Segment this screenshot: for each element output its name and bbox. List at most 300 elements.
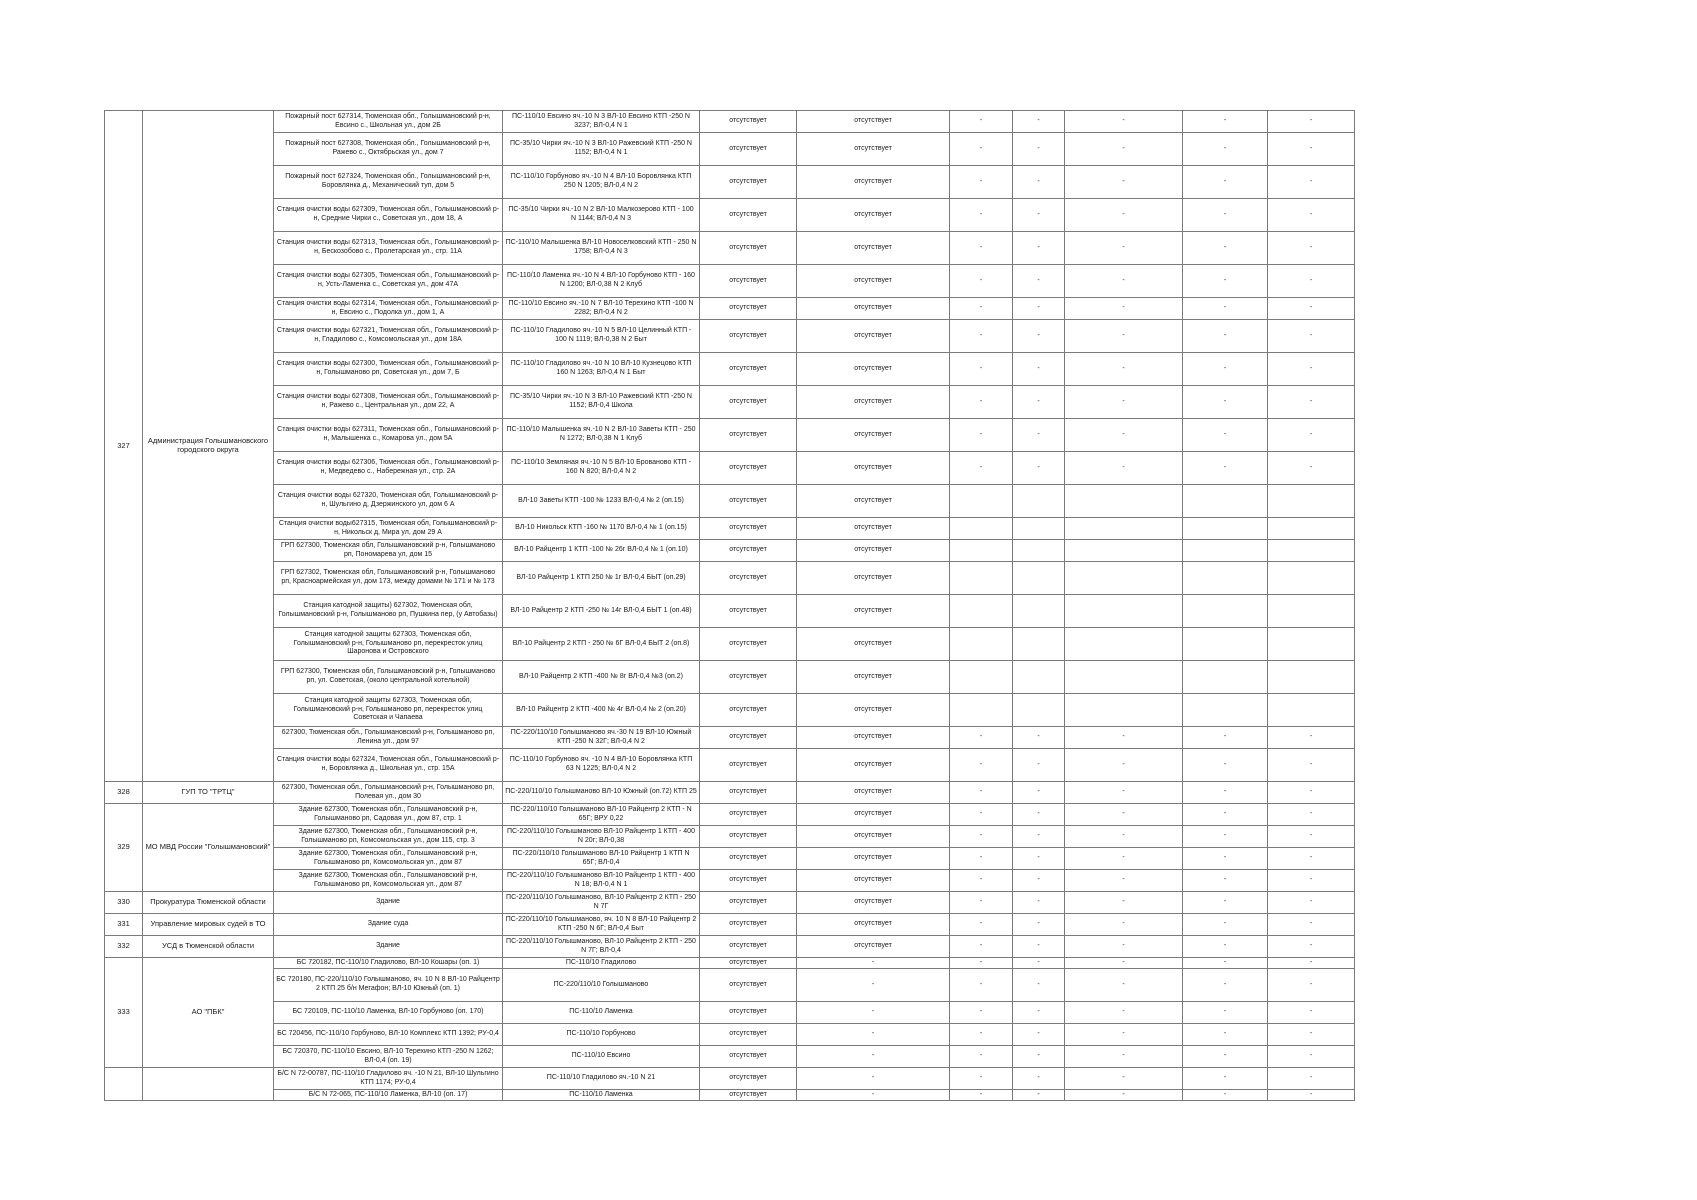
object-address-cell: Станция очистки воды 627308, Тюменская обл., Голышмановский р-н, Ражево с., Центральная ул., дом 22, А xyxy=(274,386,503,419)
value-cell: - xyxy=(950,749,1013,782)
value-cell xyxy=(1013,661,1065,694)
object-address-cell: ГРП 627300, Тюменская обл, Голышмановский р-н, Голышманово рп, ул. Советская, (около центральной котельной) xyxy=(274,661,503,694)
value-cell: - xyxy=(1065,320,1183,353)
table-row xyxy=(105,1002,1355,1024)
value-cell: - xyxy=(1013,936,1065,958)
value-cell xyxy=(1013,485,1065,518)
status-b-cell: отсутствует xyxy=(797,320,950,353)
status-a-cell: отсутствует xyxy=(700,386,797,419)
value-cell: - xyxy=(950,848,1013,870)
value-cell: - xyxy=(950,265,1013,298)
table-row xyxy=(105,782,1355,804)
status-a-cell: отсутствует xyxy=(700,870,797,892)
value-cell: - xyxy=(1268,782,1355,804)
value-cell xyxy=(950,518,1013,540)
feed-line-cell: ПС-110/10 Евсино яч.-10 N 3 ВЛ-10 Евсино КТП -250 N 3237; ВЛ-0,4 N 1 xyxy=(503,111,700,133)
feed-line-cell: ПС-220/110/10 Голышманово ВЛ-10 Райцентр 1 КТП - 400 N 20г; ВЛ-0,38 xyxy=(503,826,700,848)
value-cell: - xyxy=(1183,1090,1268,1101)
value-cell: - xyxy=(1268,353,1355,386)
value-cell: - xyxy=(1065,298,1183,320)
status-b-cell: отсутствует xyxy=(797,133,950,166)
status-a-cell: отсутствует xyxy=(700,353,797,386)
status-b-cell: отсутствует xyxy=(797,936,950,958)
status-b-cell: отсутствует xyxy=(797,848,950,870)
value-cell: - xyxy=(1013,386,1065,419)
feed-line-cell: ПС-110/10 Горбуново яч.-10 N 4 ВЛ-10 Боровлянка КТП 250 N 1205; ВЛ-0,4 N 2 xyxy=(503,166,700,199)
value-cell: - xyxy=(1268,1068,1355,1090)
value-cell: - xyxy=(1183,265,1268,298)
feed-line-cell: ВЛ-10 Райцентр 1 КТП -100 № 26г ВЛ-0,4 № 1 (оп.10) xyxy=(503,540,700,562)
value-cell: - xyxy=(1065,914,1183,936)
object-address-cell: Станция очистки воды 627306, Тюменская обл., Голышмановский р-н, Медведево с., Набережная ул., стр. 2А xyxy=(274,452,503,485)
value-cell: - xyxy=(1268,969,1355,1002)
object-address-cell: Пожарный пост 627314, Тюменская обл., Голышмановский р-н, Евсино с., Школьная ул., дом 2Б xyxy=(274,111,503,133)
status-b-cell: отсутствует xyxy=(797,166,950,199)
table-row xyxy=(105,936,1355,958)
value-cell: - xyxy=(1268,1024,1355,1046)
value-cell: - xyxy=(1013,452,1065,485)
object-address-cell: Станция очистки воды 627324, Тюменская обл., Голышмановский р-н, Боровлянка д., Школьная ул., стр. 15А xyxy=(274,749,503,782)
status-b-cell: - xyxy=(797,1068,950,1090)
status-a-cell: отсутствует xyxy=(700,848,797,870)
status-b-cell: отсутствует xyxy=(797,661,950,694)
value-cell: - xyxy=(950,1068,1013,1090)
value-cell xyxy=(1065,595,1183,628)
table-row xyxy=(105,826,1355,848)
feed-line-cell: ВЛ-10 Райцентр 2 КТП -250 № 14г ВЛ-0,4 БЫТ 1 (оп.48) xyxy=(503,595,700,628)
value-cell: - xyxy=(1268,1046,1355,1068)
table-row xyxy=(105,199,1355,232)
object-address-cell: Станция очистки воды 627305, Тюменская обл., Голышмановский р-н, Усть-Ламенка с., Советская ул., дом 47А xyxy=(274,265,503,298)
status-b-cell: отсутствует xyxy=(797,870,950,892)
value-cell: - xyxy=(1268,870,1355,892)
value-cell: - xyxy=(1183,969,1268,1002)
object-address-cell: БС 720456, ПС-110/10 Горбуново, ВЛ-10 Комплекс КТП 1392; РУ-0,4 xyxy=(274,1024,503,1046)
object-address-cell: Здание 627300, Тюменская обл., Голышмановский р-н, Голышманово рп, Комсомольская ул., дом 87 xyxy=(274,870,503,892)
status-a-cell: отсутствует xyxy=(700,958,797,969)
row-number-cell xyxy=(105,1068,143,1101)
value-cell: - xyxy=(1065,199,1183,232)
table-row xyxy=(105,628,1355,661)
value-cell: - xyxy=(1065,111,1183,133)
value-cell: - xyxy=(1013,353,1065,386)
feed-line-cell: ПС-110/10 Ламенка xyxy=(503,1002,700,1024)
feed-line-cell: ПС-35/10 Чирки яч.-10 N 3 ВЛ-10 Ражевский КТП -250 N 1152; ВЛ-0,4 Школа xyxy=(503,386,700,419)
status-b-cell: отсутствует xyxy=(797,727,950,749)
value-cell: - xyxy=(1183,353,1268,386)
value-cell xyxy=(1268,540,1355,562)
table-row xyxy=(105,386,1355,419)
value-cell: - xyxy=(1013,1024,1065,1046)
table-row xyxy=(105,661,1355,694)
value-cell: - xyxy=(1183,1002,1268,1024)
value-cell: - xyxy=(950,298,1013,320)
status-a-cell: отсутствует xyxy=(700,133,797,166)
status-b-cell: отсутствует xyxy=(797,298,950,320)
value-cell: - xyxy=(1065,749,1183,782)
value-cell: - xyxy=(1013,969,1065,1002)
value-cell: - xyxy=(950,1090,1013,1101)
organization-cell: Управление мировых судей в ТО xyxy=(143,914,274,936)
value-cell: - xyxy=(1013,1002,1065,1024)
value-cell: - xyxy=(1065,826,1183,848)
row-number-cell: 329 xyxy=(105,804,143,892)
feed-line-cell: ПС-220/110/10 Голышманово ВЛ-10 Райцентр 2 КТП - N 65Г; ВРУ 0,22 xyxy=(503,804,700,826)
status-a-cell: отсутствует xyxy=(700,727,797,749)
value-cell: - xyxy=(1268,804,1355,826)
value-cell: - xyxy=(1065,958,1183,969)
object-address-cell: ГРП 627302, Тюменская обл, Голышмановский р-н, Голышманово рп, Красноармейская ул, дом 173, между домами № 171 и № 173 xyxy=(274,562,503,595)
value-cell: - xyxy=(1183,452,1268,485)
table-row xyxy=(105,419,1355,452)
value-cell xyxy=(1268,661,1355,694)
value-cell: - xyxy=(950,1046,1013,1068)
row-number-cell: 330 xyxy=(105,892,143,914)
table-row xyxy=(105,518,1355,540)
table-row xyxy=(105,958,1355,969)
value-cell xyxy=(1268,518,1355,540)
object-address-cell: Станция очистки воды 627314, Тюменская обл., Голышмановский р-н, Евсино с., Подолка ул., дом 1, А xyxy=(274,298,503,320)
value-cell xyxy=(950,562,1013,595)
value-cell xyxy=(950,595,1013,628)
status-b-cell: - xyxy=(797,969,950,1002)
status-b-cell: отсутствует xyxy=(797,232,950,265)
value-cell: - xyxy=(1183,804,1268,826)
value-cell: - xyxy=(1183,936,1268,958)
status-a-cell: отсутствует xyxy=(700,232,797,265)
value-cell: - xyxy=(1013,958,1065,969)
value-cell: - xyxy=(1013,419,1065,452)
feed-line-cell: ПС-110/10 Ламенка яч.-10 N 4 ВЛ-10 Горбуново КТП - 160 N 1200; ВЛ-0,38 N 2 Клуб xyxy=(503,265,700,298)
object-address-cell: БС 720109, ПС-110/10 Ламенка, ВЛ-10 Горбуново (оп. 170) xyxy=(274,1002,503,1024)
status-b-cell: отсутствует xyxy=(797,628,950,661)
status-a-cell: отсутствует xyxy=(700,298,797,320)
status-b-cell: отсутствует xyxy=(797,111,950,133)
status-a-cell: отсутствует xyxy=(700,749,797,782)
table-row xyxy=(105,133,1355,166)
table-row xyxy=(105,111,1355,133)
value-cell: - xyxy=(950,727,1013,749)
value-cell: - xyxy=(1183,870,1268,892)
value-cell: - xyxy=(1065,727,1183,749)
status-b-cell: отсутствует xyxy=(797,452,950,485)
value-cell xyxy=(1268,562,1355,595)
value-cell xyxy=(1065,540,1183,562)
value-cell xyxy=(1268,694,1355,727)
object-address-cell: Пожарный пост 627324, Тюменская обл., Голышмановский р-н, Боровлянка д., Механический туп, дом 5 xyxy=(274,166,503,199)
value-cell xyxy=(1183,661,1268,694)
row-number-cell: 333 xyxy=(105,958,143,1068)
organization-cell: Администрация Голышмановского городского округа xyxy=(143,111,274,782)
object-address-cell: Станция очистки воды 627321, Тюменская обл., Голышмановский р-н, Гладилово с., Комсомольская ул., дом 18А xyxy=(274,320,503,353)
feed-line-cell: ВЛ-10 Райцентр 2 КТП -400 № 8г ВЛ-0,4 №3 (оп.2) xyxy=(503,661,700,694)
object-address-cell: 627300, Тюменская обл., Голышмановский р-н, Голышманово рп, Ленина ул., дом 97 xyxy=(274,727,503,749)
value-cell: - xyxy=(1013,199,1065,232)
feed-line-cell: ПС-110/10 Евсино xyxy=(503,1046,700,1068)
value-cell: - xyxy=(1065,419,1183,452)
value-cell: - xyxy=(1183,232,1268,265)
value-cell: - xyxy=(1183,166,1268,199)
feed-line-cell: ВЛ-10 Райцентр 1 КТП 250 № 1г ВЛ-0,4 БЫТ (оп.29) xyxy=(503,562,700,595)
value-cell: - xyxy=(950,320,1013,353)
value-cell: - xyxy=(1013,1068,1065,1090)
value-cell xyxy=(950,661,1013,694)
value-cell: - xyxy=(1013,870,1065,892)
status-b-cell: отсутствует xyxy=(797,518,950,540)
value-cell: - xyxy=(1065,1046,1183,1068)
value-cell: - xyxy=(1065,804,1183,826)
value-cell: - xyxy=(950,232,1013,265)
object-address-cell: Станция катодной защиты) 627302, Тюменская обл, Голышмановский р-н, Голышманово рп, Пушкина пер, (у Автобазы) xyxy=(274,595,503,628)
status-a-cell: отсутствует xyxy=(700,1090,797,1101)
value-cell: - xyxy=(950,386,1013,419)
status-a-cell: отсутствует xyxy=(700,562,797,595)
feed-line-cell: ВЛ-10 Никольск КТП -160 № 1170 ВЛ-0,4 № 1 (оп.15) xyxy=(503,518,700,540)
feed-line-cell: ПС-110/10 Гладилово яч.-10 N 10 ВЛ-10 Кузнецово КТП 160 N 1263; ВЛ-0,4 N 1 Быт xyxy=(503,353,700,386)
value-cell xyxy=(1065,628,1183,661)
value-cell: - xyxy=(1268,936,1355,958)
value-cell: - xyxy=(1065,133,1183,166)
status-a-cell: отсутствует xyxy=(700,892,797,914)
status-b-cell: отсутствует xyxy=(797,892,950,914)
status-b-cell: - xyxy=(797,1046,950,1068)
value-cell: - xyxy=(950,969,1013,1002)
status-b-cell: отсутствует xyxy=(797,199,950,232)
value-cell: - xyxy=(1268,848,1355,870)
table-row xyxy=(105,727,1355,749)
value-cell: - xyxy=(950,958,1013,969)
value-cell xyxy=(1065,562,1183,595)
value-cell: - xyxy=(1065,1024,1183,1046)
feed-line-cell: ПС-220/110/10 Голышманово ВЛ-10 Южный (оп.72) КТП 25 xyxy=(503,782,700,804)
object-address-cell: Здание xyxy=(274,892,503,914)
value-cell: - xyxy=(1065,870,1183,892)
feed-line-cell: ПС-110/10 Евсино яч.-10 N 7 ВЛ-10 Терехино КТП -100 N 2282; ВЛ-0,4 N 2 xyxy=(503,298,700,320)
object-address-cell: БС 720180, ПС-220/110/10 Голышманово, яч. 10 N 8 ВЛ-10 Райцентр 2 КТП 25 б/н Мегафон; ВЛ-10 Южный (оп. 1) xyxy=(274,969,503,1002)
table-row xyxy=(105,870,1355,892)
value-cell xyxy=(950,540,1013,562)
status-a-cell: отсутствует xyxy=(700,628,797,661)
value-cell: - xyxy=(1268,265,1355,298)
value-cell: - xyxy=(1065,1002,1183,1024)
status-b-cell: отсутствует xyxy=(797,804,950,826)
value-cell: - xyxy=(1065,353,1183,386)
value-cell: - xyxy=(1013,892,1065,914)
value-cell: - xyxy=(1183,848,1268,870)
object-address-cell: БС 720182, ПС-110/10 Гладилово, ВЛ-10 Кошары (оп. 1) xyxy=(274,958,503,969)
status-a-cell: отсутствует xyxy=(700,166,797,199)
status-b-cell: отсутствует xyxy=(797,749,950,782)
data-table xyxy=(104,110,1355,1101)
object-address-cell: Станция катодной защиты 627303, Тюменская обл, Голышмановский р-н, Голышманово рп, перекресток улиц Советская и Чапаева xyxy=(274,694,503,727)
value-cell: - xyxy=(1268,111,1355,133)
object-address-cell: Б/С N 72-065, ПС-110/10 Ламенка, ВЛ-10 (оп. 17) xyxy=(274,1090,503,1101)
value-cell: - xyxy=(1065,782,1183,804)
table-row xyxy=(105,969,1355,1002)
status-a-cell: отсутствует xyxy=(700,1002,797,1024)
value-cell xyxy=(1065,694,1183,727)
value-cell xyxy=(1183,518,1268,540)
value-cell: - xyxy=(950,353,1013,386)
status-a-cell: отсутствует xyxy=(700,936,797,958)
row-number-cell: 327 xyxy=(105,111,143,782)
value-cell xyxy=(950,628,1013,661)
value-cell: - xyxy=(1183,111,1268,133)
value-cell: - xyxy=(1183,958,1268,969)
status-b-cell: отсутствует xyxy=(797,265,950,298)
value-cell: - xyxy=(950,419,1013,452)
row-number-cell: 332 xyxy=(105,936,143,958)
value-cell: - xyxy=(950,133,1013,166)
status-b-cell: отсутствует xyxy=(797,419,950,452)
table-row xyxy=(105,298,1355,320)
table-row xyxy=(105,749,1355,782)
value-cell: - xyxy=(950,166,1013,199)
value-cell: - xyxy=(1183,1046,1268,1068)
status-b-cell: отсутствует xyxy=(797,914,950,936)
value-cell: - xyxy=(1013,826,1065,848)
value-cell: - xyxy=(1268,199,1355,232)
value-cell xyxy=(1013,540,1065,562)
feed-line-cell: ПС-110/10 Горбуново яч. -10 N 4 ВЛ-10 Боровлянка КТП 63 N 1225; ВЛ-0,4 N 2 xyxy=(503,749,700,782)
value-cell: - xyxy=(1013,804,1065,826)
status-a-cell: отсутствует xyxy=(700,1024,797,1046)
object-address-cell: Станция очистки воды 627313, Тюменская обл., Голышмановский р-н, Бескозобово с., Пролетарская ул., стр. 11А xyxy=(274,232,503,265)
feed-line-cell: ПС-220/110/10 Голышманово яч.-30 N 19 ВЛ-10 Южный КТП -250 N 32Г; ВЛ-0,4 N 2 xyxy=(503,727,700,749)
value-cell: - xyxy=(1183,914,1268,936)
value-cell: - xyxy=(1268,892,1355,914)
status-a-cell: отсутствует xyxy=(700,826,797,848)
value-cell xyxy=(1013,518,1065,540)
status-a-cell: отсутствует xyxy=(700,782,797,804)
table-row xyxy=(105,485,1355,518)
organization-cell: МО МВД России "Голышмановский" xyxy=(143,804,274,892)
value-cell: - xyxy=(1013,232,1065,265)
value-cell xyxy=(1183,694,1268,727)
value-cell: - xyxy=(1183,826,1268,848)
value-cell: - xyxy=(1065,452,1183,485)
feed-line-cell: ВЛ-10 Заветы КТП -100 № 1233 ВЛ-0,4 № 2 (оп.15) xyxy=(503,485,700,518)
feed-line-cell: ПС-35/10 Чирки яч.-10 N 3 ВЛ-10 Ражевский КТП -250 N 1152; ВЛ-0,4 N 1 xyxy=(503,133,700,166)
table-row xyxy=(105,232,1355,265)
value-cell: - xyxy=(950,111,1013,133)
value-cell: - xyxy=(1183,892,1268,914)
value-cell: - xyxy=(950,914,1013,936)
feed-line-cell: ПС-220/110/10 Голышманово xyxy=(503,969,700,1002)
value-cell: - xyxy=(1013,298,1065,320)
value-cell: - xyxy=(1013,111,1065,133)
feed-line-cell: ПС-35/10 Чирки яч.-10 N 2 ВЛ-10 Малкозерово КТП - 100 N 1144; ВЛ-0,4 N 3 xyxy=(503,199,700,232)
value-cell xyxy=(950,694,1013,727)
value-cell xyxy=(1013,694,1065,727)
value-cell xyxy=(1065,518,1183,540)
value-cell: - xyxy=(1065,1068,1183,1090)
status-a-cell: отсутствует xyxy=(700,452,797,485)
value-cell xyxy=(1183,628,1268,661)
status-b-cell: отсутствует xyxy=(797,562,950,595)
feed-line-cell: ВЛ-10 Райцентр 2 КТП -400 № 4г ВЛ-0,4 № 2 (оп.20) xyxy=(503,694,700,727)
value-cell xyxy=(950,485,1013,518)
value-cell: - xyxy=(1065,232,1183,265)
status-a-cell: отсутствует xyxy=(700,595,797,628)
value-cell: - xyxy=(1268,1002,1355,1024)
status-a-cell: отсутствует xyxy=(700,1046,797,1068)
value-cell: - xyxy=(1268,386,1355,419)
value-cell: - xyxy=(950,1024,1013,1046)
table-row xyxy=(105,1046,1355,1068)
object-address-cell: Пожарный пост 627308, Тюменская обл., Голышмановский р-н, Ражево с., Октябрьская ул., дом 7 xyxy=(274,133,503,166)
row-number-cell: 328 xyxy=(105,782,143,804)
feed-line-cell: ПС-110/10 Малышенка яч.-10 N 2 ВЛ-10 Заветы КТП - 250 N 1272; ВЛ-0,38 N 1 Клуб xyxy=(503,419,700,452)
table-row xyxy=(105,540,1355,562)
value-cell: - xyxy=(1013,749,1065,782)
feed-line-cell: ПС-110/10 Земляная яч.-10 N 5 ВЛ-10 Брованово КТП - 160 N 820; ВЛ-0,4 N 2 xyxy=(503,452,700,485)
value-cell: - xyxy=(1268,958,1355,969)
status-b-cell: отсутствует xyxy=(797,595,950,628)
status-b-cell: отсутствует xyxy=(797,782,950,804)
value-cell: - xyxy=(1268,826,1355,848)
object-address-cell: Здание 627300, Тюменская обл., Голышмановский р-н, Голышманово рп, Комсомольская ул., дом 87 xyxy=(274,848,503,870)
object-address-cell: Станция очистки воды 627309, Тюменская обл., Голышмановский р-н, Средние Чирки с., Советская ул., дом 18, А xyxy=(274,199,503,232)
table-row xyxy=(105,694,1355,727)
value-cell: - xyxy=(1183,386,1268,419)
value-cell: - xyxy=(1268,1090,1355,1101)
value-cell: - xyxy=(1065,166,1183,199)
object-address-cell: Б/С N 72-00787, ПС-110/10 Гладилово яч. -10 N 21, ВЛ-10 Шульгино КТП 1174; РУ-0,4 xyxy=(274,1068,503,1090)
status-a-cell: отсутствует xyxy=(700,804,797,826)
value-cell: - xyxy=(1013,848,1065,870)
value-cell: - xyxy=(1268,166,1355,199)
object-address-cell: ГРП 627300, Тюменская обл, Голышмановский р-н, Голышманово рп, Пономарева ул, дом 15 xyxy=(274,540,503,562)
value-cell xyxy=(1268,485,1355,518)
value-cell: - xyxy=(1013,265,1065,298)
value-cell: - xyxy=(1013,1046,1065,1068)
value-cell: - xyxy=(950,826,1013,848)
value-cell: - xyxy=(950,1002,1013,1024)
value-cell: - xyxy=(950,804,1013,826)
value-cell xyxy=(1013,562,1065,595)
value-cell: - xyxy=(1013,782,1065,804)
status-b-cell: - xyxy=(797,1090,950,1101)
object-address-cell: Здание суда xyxy=(274,914,503,936)
object-address-cell: Станция катодной защиты 627303, Тюменская обл, Голышмановский р-н, Голышманово рп, перекресток улиц Шаронова и Островского xyxy=(274,628,503,661)
value-cell: - xyxy=(1183,1068,1268,1090)
feed-line-cell: ПС-110/10 Гладилово яч.-10 N 21 xyxy=(503,1068,700,1090)
object-address-cell: Станция очистки воды 627320, Тюменская обл, Голышмановский р-н, Шульгино д, Дзержинского ул, дом 6 А xyxy=(274,485,503,518)
value-cell xyxy=(1183,540,1268,562)
status-b-cell: - xyxy=(797,1024,950,1046)
value-cell: - xyxy=(1065,969,1183,1002)
value-cell: - xyxy=(950,936,1013,958)
value-cell: - xyxy=(1183,320,1268,353)
table-row xyxy=(105,562,1355,595)
status-b-cell: отсутствует xyxy=(797,386,950,419)
object-address-cell: Здание 627300, Тюменская обл., Голышмановский р-н, Голышманово рп, Садовая ул., дом 87, стр. 1 xyxy=(274,804,503,826)
value-cell: - xyxy=(1183,133,1268,166)
value-cell xyxy=(1013,595,1065,628)
value-cell: - xyxy=(1065,1090,1183,1101)
status-a-cell: отсутствует xyxy=(700,661,797,694)
status-b-cell: - xyxy=(797,1002,950,1024)
status-a-cell: отсутствует xyxy=(700,540,797,562)
value-cell: - xyxy=(950,452,1013,485)
feed-line-cell: ПС-220/110/10 Голышманово ВЛ-10 Райцентр 1 КТП N 65Г; ВЛ-0,4 xyxy=(503,848,700,870)
table-row xyxy=(105,1068,1355,1090)
organization-cell xyxy=(143,1068,274,1101)
value-cell: - xyxy=(1183,199,1268,232)
table-row xyxy=(105,595,1355,628)
feed-line-cell: ПС-110/10 Гладилово яч.-10 N 5 ВЛ-10 Целинный КТП - 100 N 1119; ВЛ-0,38 N 2 Быт xyxy=(503,320,700,353)
